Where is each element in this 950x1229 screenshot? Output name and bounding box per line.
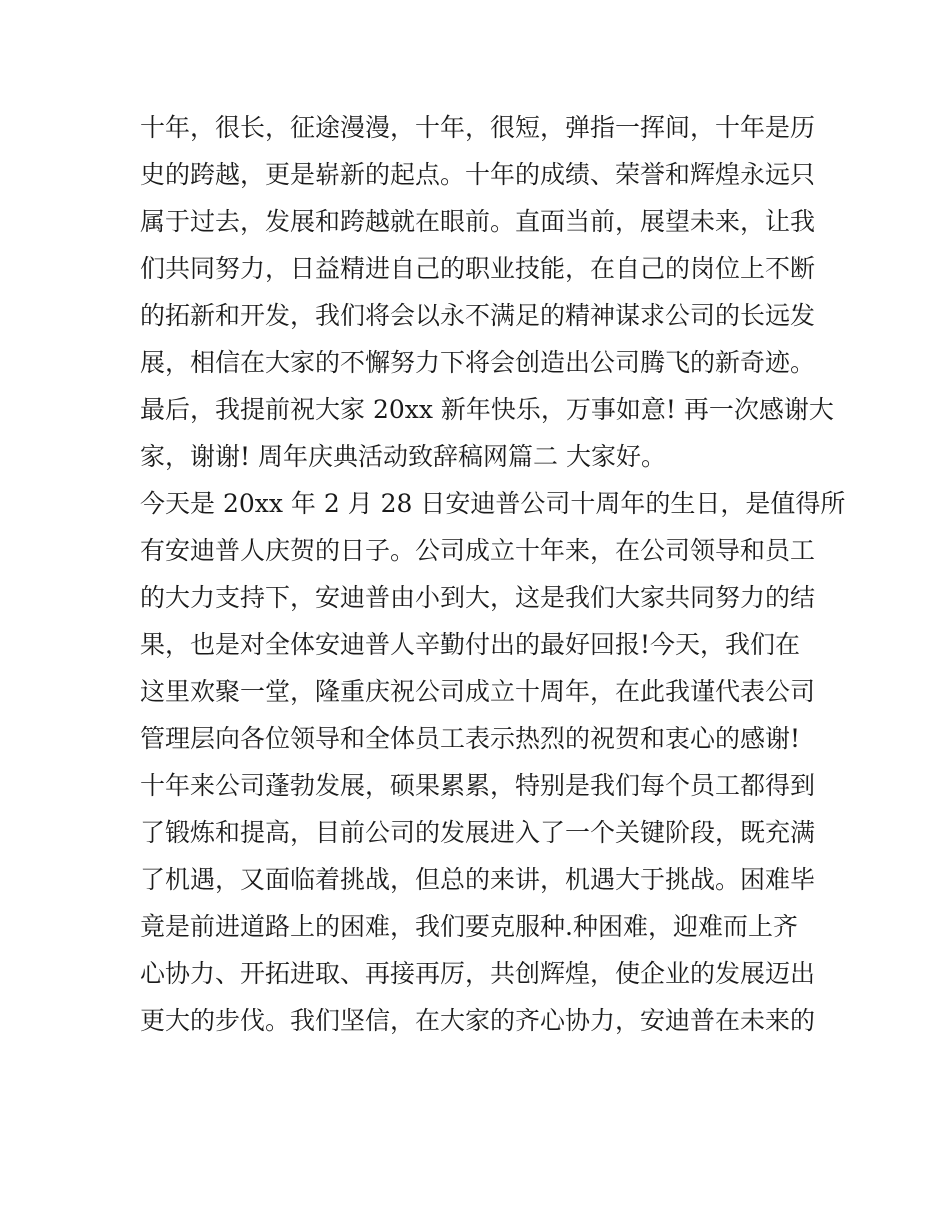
text-line: 了机遇，又面临着挑战，但总的来讲，机遇大于挑战。困难毕 (140, 865, 816, 894)
text-line: 史的跨越，更是崭新的起点。十年的成绩、荣誉和辉煌永远只 (140, 160, 816, 189)
text-line: 更大的步伐。我们坚信，在大家的齐心协力，安迪普在未来的 (140, 1006, 816, 1035)
text-line: 果，也是对全体安迪普人辛勤付出的最好回报!今天，我们在 (140, 630, 801, 659)
text-line: 的大力支持下，安迪普由小到大，这是我们大家共同努力的结 (140, 583, 816, 612)
text-line: 竟是前进道路上的困难，我们要克服种.种困难，迎难而上齐 (140, 912, 798, 941)
text-line: 们共同努力，日益精进自己的职业技能，在自己的岗位上不断 (140, 254, 816, 283)
text-line: 的拓新和开发，我们将会以永不满足的精神谋求公司的长远发 (140, 301, 816, 330)
text-line: 十年来公司蓬勃发展，硕果累累，特别是我们每个员工都得到 (140, 771, 816, 800)
body-text (140, 104, 846, 1044)
text-line: 属于过去，发展和跨越就在眼前。直面当前，展望未来，让我 (140, 207, 816, 236)
text-line: 今天是 20xx 年 2 月 28 日安迪普公司十周年的生日，是值得所 (140, 489, 846, 518)
text-line: 这里欢聚一堂，隆重庆祝公司成立十周年，在此我谨代表公司 (140, 677, 816, 706)
text-line: 有安迪普人庆贺的日子。公司成立十年来，在公司领导和员工 (140, 536, 816, 565)
text-line: 了锻炼和提高，目前公司的发展进入了一个关键阶段，既充满 (140, 818, 816, 847)
text-line: 心协力、开拓进取、再接再厉，共创辉煌，使企业的发展迈出 (140, 959, 816, 988)
text-line: 十年，很长，征途漫漫，十年，很短，弹指一挥间，十年是历 (140, 113, 816, 142)
text-line: 最后，我提前祝大家 20xx 新年快乐，万事如意! 再一次感谢大 (140, 395, 834, 424)
text-line: 家，谢谢! 周年庆典活动致辞稿网篇二 大家好。 (140, 442, 666, 471)
text-line: 管理层向各位领导和全体员工表示热烈的祝贺和衷心的感谢! (140, 724, 801, 753)
text-line: 展，相信在大家的不懈努力下将会创造出公司腾飞的新奇迹。 (140, 348, 816, 377)
